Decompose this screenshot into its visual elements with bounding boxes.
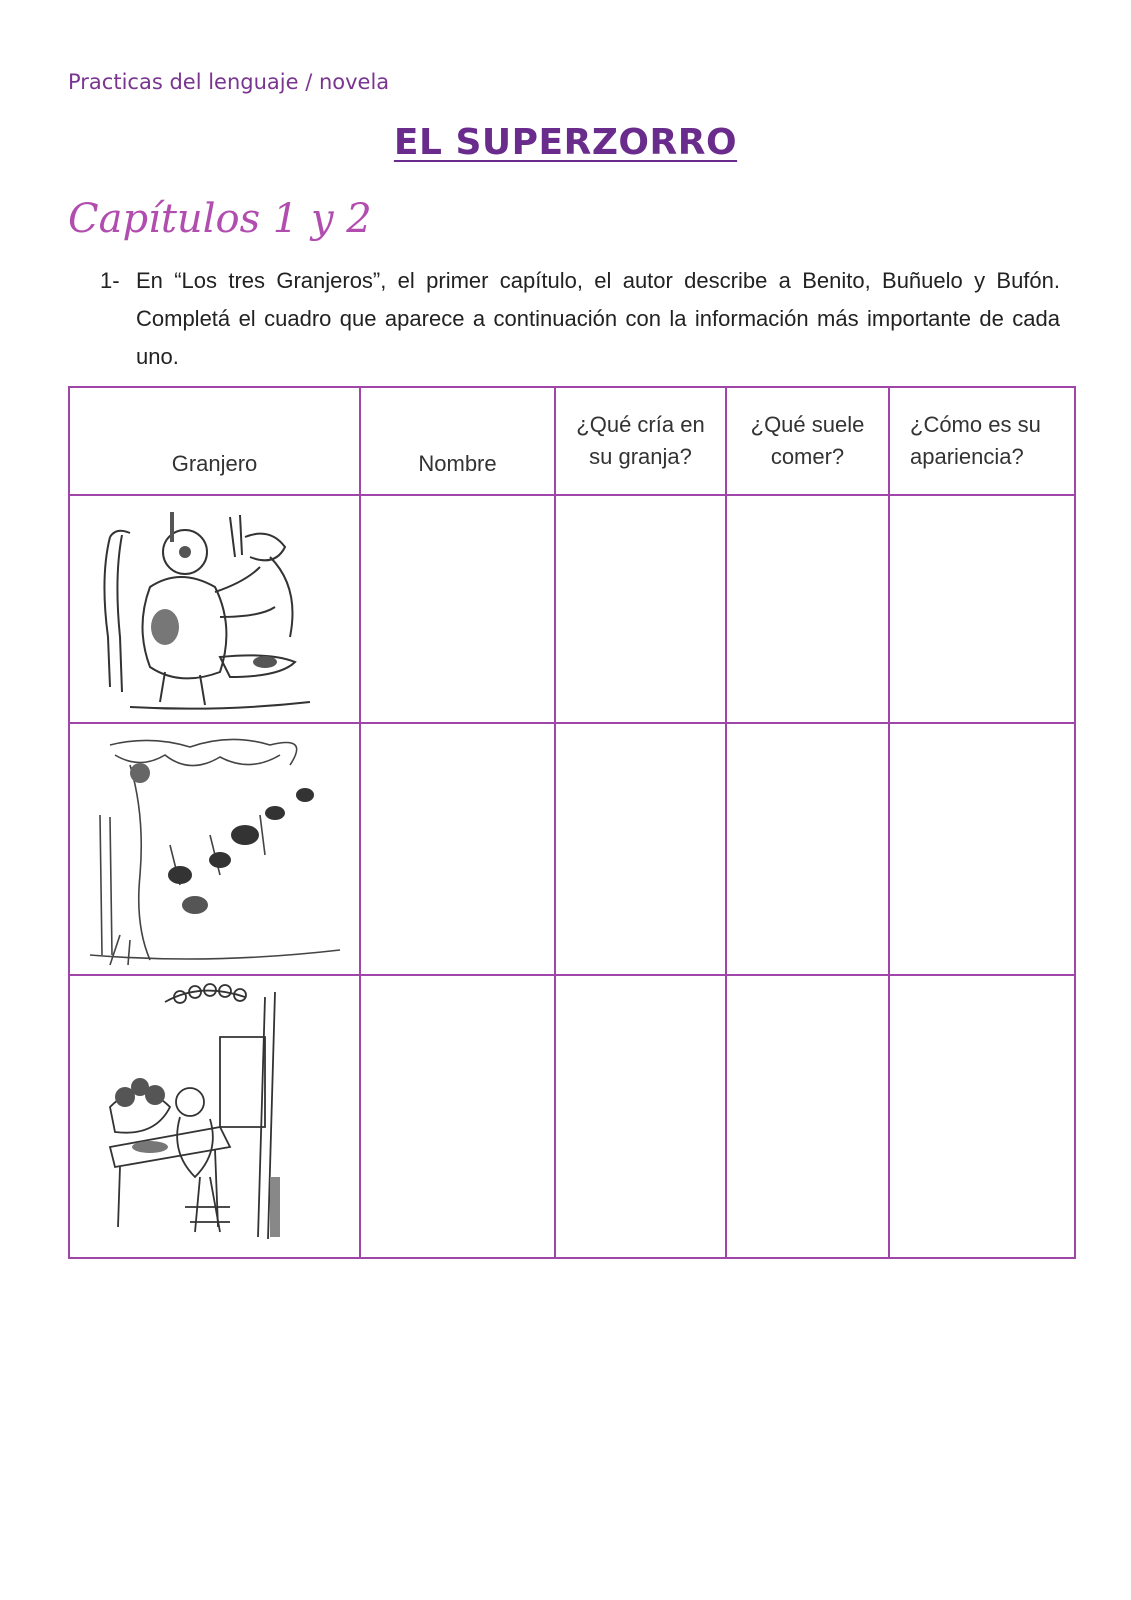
farmer-with-cider-illustration	[70, 977, 357, 1256]
apariencia-cell[interactable]	[889, 495, 1075, 723]
illustration-cell	[69, 975, 360, 1258]
question-number: 1-	[100, 268, 120, 293]
table-row	[69, 975, 1075, 1258]
header-que-come: ¿Qué suele comer?	[726, 387, 889, 495]
nombre-cell[interactable]	[360, 975, 555, 1258]
farmer-with-turkeys-illustration	[70, 725, 357, 973]
cria-cell[interactable]	[555, 975, 726, 1258]
header-granjero: Granjero	[69, 387, 360, 495]
page-title	[0, 122, 1131, 163]
header-que-cria: ¿Qué cría en su granja?	[555, 387, 726, 495]
apariencia-cell[interactable]	[889, 723, 1075, 975]
come-cell[interactable]	[726, 975, 889, 1258]
apariencia-cell[interactable]	[889, 975, 1075, 1258]
header-nombre: Nombre	[360, 387, 555, 495]
question-1	[100, 262, 1060, 376]
farmers-table	[68, 386, 1076, 1259]
cria-cell[interactable]	[555, 495, 726, 723]
come-cell[interactable]	[726, 723, 889, 975]
farmer-eating-chicken-illustration	[70, 497, 357, 721]
nombre-cell[interactable]	[360, 723, 555, 975]
table-row	[69, 723, 1075, 975]
question-text: En “Los tres Granjeros”, el primer capítulo, el autor describe a Benito, Buñuelo y Bufón. Completá el cuadro que aparece a continuación con la información más importante de cada uno.	[136, 268, 1060, 369]
page-title-text: EL SUPERZORRO	[393, 122, 738, 163]
table-row	[69, 495, 1075, 723]
illustration-cell	[69, 495, 360, 723]
illustration-cell	[69, 723, 360, 975]
cria-cell[interactable]	[555, 723, 726, 975]
come-cell[interactable]	[726, 495, 889, 723]
chapter-heading: Capítulos 1 y 2	[68, 196, 372, 242]
table-header-row	[69, 387, 1075, 495]
subject-label: Practicas del lenguaje / novela	[68, 70, 390, 94]
nombre-cell[interactable]	[360, 495, 555, 723]
header-apariencia: ¿Cómo es su apariencia?	[889, 387, 1075, 495]
